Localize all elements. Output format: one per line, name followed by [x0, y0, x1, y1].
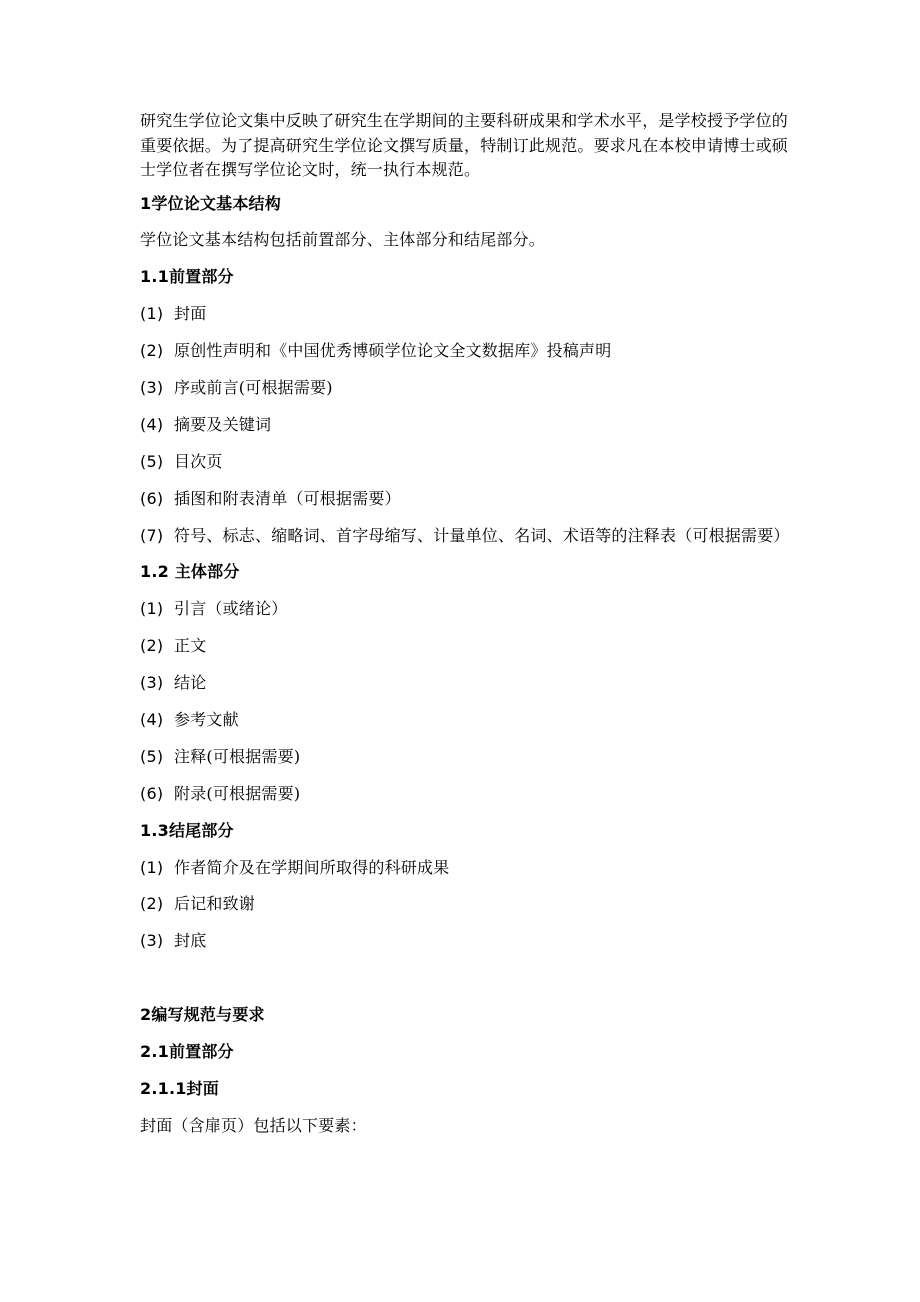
- item-number: (1): [140, 857, 164, 877]
- item-text: 摘要及关键词: [174, 414, 272, 434]
- item-number: (5): [140, 451, 164, 471]
- list-item: [140, 856, 790, 881]
- item-text: 作者简介及在学期间所取得的科研成果: [174, 857, 450, 877]
- item-text: 注释(可根据需要): [174, 746, 301, 766]
- item-number: (3): [140, 673, 164, 693]
- item-text: 封面: [174, 304, 207, 324]
- item-number: (4): [140, 414, 164, 434]
- list-item: [140, 487, 790, 512]
- item-number: (7): [140, 525, 164, 545]
- list-item: [140, 450, 790, 475]
- item-text: 原创性声明和《中国优秀博硕学位论文全文数据库》投稿声明: [174, 341, 612, 361]
- item-number: (6): [140, 488, 164, 508]
- section-2-1-1-title: 2.1.1封面: [140, 1078, 219, 1098]
- item-number: (4): [140, 709, 164, 729]
- item-number: (2): [140, 894, 164, 914]
- item-number: (2): [140, 636, 164, 656]
- list-item: [140, 782, 790, 807]
- list-item: [140, 892, 790, 917]
- list-item: [140, 524, 790, 549]
- item-text: 附录(可根据需要): [174, 783, 301, 803]
- item-text: 后记和致谢: [174, 894, 256, 914]
- item-text: 引言（或绪论）: [174, 599, 288, 619]
- item-text: 插图和附表清单（可根据需要）: [174, 488, 401, 508]
- section-1-2-title: 1.2 主体部分: [140, 562, 240, 582]
- list-item: [140, 413, 790, 438]
- list-item: [140, 745, 790, 770]
- section-spacer: [140, 966, 790, 1003]
- section-2-title: 2编写规范与要求: [140, 1005, 265, 1025]
- item-number: (3): [140, 931, 164, 951]
- section-2-text: 封面（含扉页）包括以下要素：: [140, 1115, 367, 1135]
- list-item: [140, 708, 790, 733]
- section-1-3-title: 1.3结尾部分: [140, 820, 234, 840]
- item-text: 符号、标志、缩略词、首字母缩写、计量单位、名词、术语等的注释表（可根据需要）: [174, 525, 790, 545]
- document-page: [140, 109, 790, 1151]
- item-text: 目次页: [174, 451, 223, 471]
- item-text: 正文: [174, 636, 207, 656]
- item-text: 参考文献: [174, 709, 239, 729]
- item-number: (3): [140, 377, 164, 397]
- section-1-1-title: 1.1前置部分: [140, 267, 234, 287]
- item-number: (1): [140, 599, 164, 619]
- list-item: [140, 376, 790, 401]
- intro-paragraph: 研究生学位论文集中反映了研究生在学期间的主要科研成果和学术水平，是学校授予学位的重要依据。为了提高研究生学位论文撰写质量，特制订此规范。要求凡在本校申请博士或硕士学位者在撰写学位论文时，统一执行本规范。: [140, 111, 789, 179]
- list-item: [140, 634, 790, 659]
- list-item: [140, 929, 790, 954]
- list-item: [140, 671, 790, 696]
- section-2-1-title: 2.1前置部分: [140, 1041, 234, 1061]
- list-item: [140, 302, 790, 327]
- list-item: [140, 597, 790, 622]
- item-number: (2): [140, 341, 164, 361]
- section-1-text: 学位论文基本结构包括前置部分、主体部分和结尾部分。: [140, 230, 546, 250]
- item-text: 序或前言(可根据需要): [174, 377, 333, 397]
- list-item: [140, 339, 790, 364]
- item-number: (5): [140, 746, 164, 766]
- item-text: 封底: [174, 931, 207, 951]
- item-number: (1): [140, 304, 164, 324]
- item-text: 结论: [174, 673, 207, 693]
- section-1-title: 1学位论文基本结构: [140, 193, 281, 213]
- item-number: (6): [140, 783, 164, 803]
